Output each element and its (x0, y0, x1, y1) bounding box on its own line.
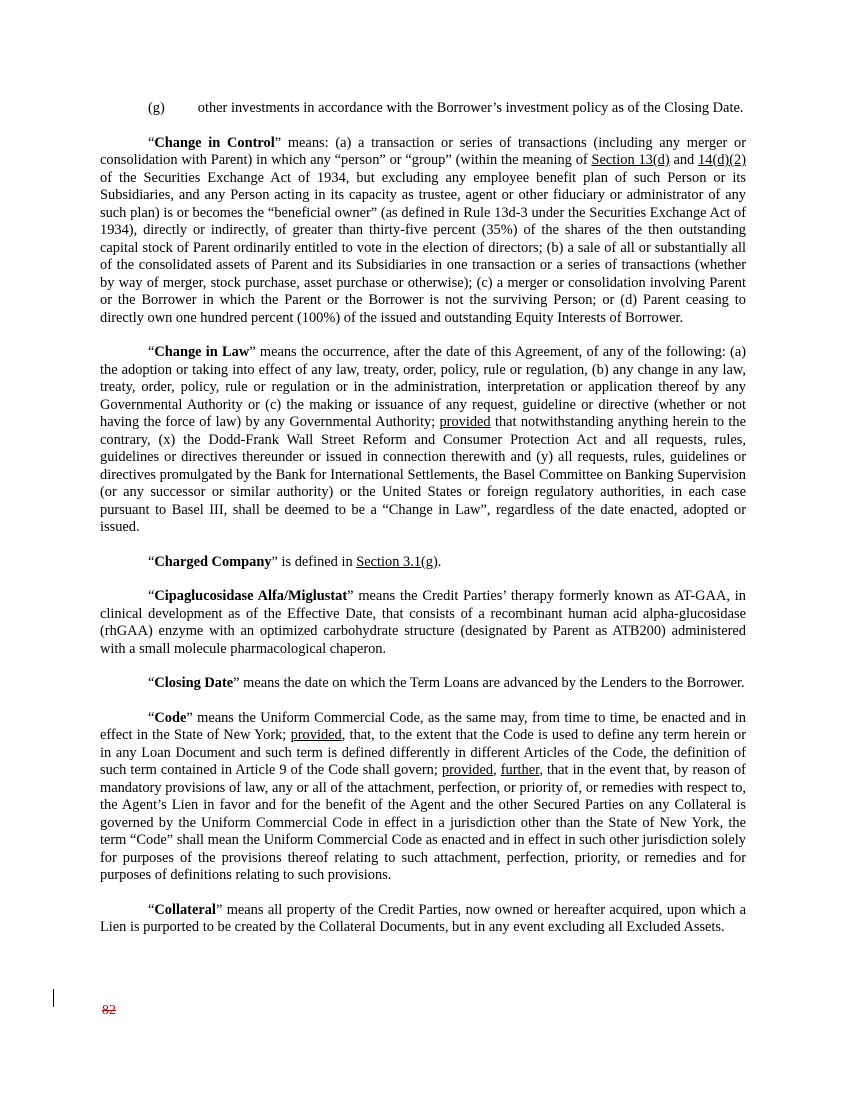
item-label: (g) (148, 100, 165, 116)
definition-cipaglucosidase: “Cipaglucosidase Alfa/Miglustat” means the Credit Parties’ therapy formerly known as AT-GAA, in clinical development as of the Effective Date, that consists of a recombinant human acid alpha-glucosidase (rhGAA) enzyme with an optimized carbohydrate structure (designated by Parent as ATB200) administered with a small molecule pharmacological chaperon. (100, 588, 746, 657)
paragraph-g (100, 100, 746, 118)
document-page (100, 100, 746, 954)
proviso: provided (290, 727, 342, 743)
definition-text: of the Securities Exchange Act of 1934, but excluding any employee benefit plan of such Person or its Subsidiaries, and any Person acting in its capacity as trustee, agent or other fiduciary or administrator of any such plan) is or becomes the “beneficial owner” (as defined in Rule 13d-3 under the Securities Exchange Act of 1934), directly or indirectly, of greater than thirty-five percent (35%) of the shares of the then outstanding capital stock of Parent ordinarily entitled to vote in the election of directors; (b) a sale of all or substantially all of the consolidated assets of Parent and its Subsidiaries in one transaction or a series of transactions (whether by way of merger, stock purchase, asset purchase or otherwise); (c) a merger or consolidation involving Parent or the Borrower in which the Parent or the Borrower is not the surviving Person; or (d) Parent ceasing to directly own one hundred percent (100%) of the issued and outstanding Equity Interests of Borrower. (100, 169, 746, 326)
definition-text: that notwithstanding anything herein to the contrary, (x) the Dodd-Frank Wall Street Reform and Consumer Protection Act and all requests, rules, guidelines or directives thereunder or issued in connection therewith and (y) all requests, rules, guidelines or directives promulgated by the Bank for International Settlements, the Basel Committee on Banking Supervision (or any successor or similar authority) or the United States or foreign regulatory authorities, in each case pursuant to Basel III, shall be deemed to be a “Change in Law”, regardless of the date enacted, adopted or issued. (100, 414, 746, 535)
definition-text: ” means all property of the Credit Parties, now owned or hereafter acquired, upon which a Lien is purported to be created by the Collateral Documents, but in any event excluding all Excluded Assets. (100, 901, 746, 935)
page-number: 82 (102, 1003, 116, 1018)
definition-charged-company: “Charged Company” is defined in Section 3.1(g). (148, 553, 442, 570)
proviso: further (500, 762, 540, 778)
definition-text: , (493, 762, 501, 778)
item-text: other investments in accordance with the Borrower’s investment policy as of the Closing Date. (197, 100, 744, 116)
definition-text: ” means the date on which the Term Loans are advanced by the Lenders to the Borrower. (233, 675, 745, 691)
change-bar (53, 989, 54, 1007)
section-reference: Section 13(d) (591, 152, 670, 168)
section-reference: 14(d)(2) (698, 152, 746, 168)
definition-change-in-control: “Change in Control” means: (a) a transaction or series of transactions (including any merger or consolidation with Parent) in which any “person” or “group” (within the meaning of Section 13(d) and 14(d)(2) of the Securities Exchange Act of 1934, but excluding any employee benefit plan of such Person or its Subsidiaries, and any Person acting in its capacity as trustee, agent or other fiduciary or administrator of any such plan) is or becomes the “beneficial owner” (as defined in Rule 13d-3 under the Securities Exchange Act of 1934), directly or indirectly, of greater than thirty-five percent (35%) of the shares of the then outstanding capital stock of Parent ordinarily entitled to vote in the election of directors; (b) a sale of all or substantially all of the consolidated assets of Parent and its Subsidiaries in one transaction or a series of transactions (whether by way of merger, stock purchase, asset purchase or otherwise); (c) a merger or consolidation involving Parent or the Borrower in which the Parent or the Borrower is not the surviving Person; or (d) Parent ceasing to directly own one hundred percent (100%) of the issued and outstanding Equity Interests of Borrower. (100, 134, 746, 326)
definition-change-in-law: “Change in Law” means the occurrence, after the date of this Agreement, of any of the following: (a) the adoption or taking into effect of any law, treaty, order, policy, rule or regulation, (b) any change in any law, treaty, order, policy, rule or regulation or in the administration, interpretation or application thereof by any Governmental Authority or (c) the making or issuance of any request, guideline or directive (whether or not having the force of law) by any Governmental Authority; provided that notwithstanding anything herein to the contrary, (x) the Dodd-Frank Wall Street Reform and Consumer Protection Act and all requests, rules, guidelines or directives thereunder or issued in connection therewith and (y) all requests, rules, guidelines or directives promulgated by the Bank for International Settlements, the Basel Committee on Banking Supervision (or any successor or similar authority) or the United States or foreign regulatory authorities, in each case pursuant to Basel III, shall be deemed to be a “Change in Law”, regardless of the date enacted, adopted or issued. (100, 344, 746, 535)
proviso: provided (441, 762, 494, 778)
proviso: provided (439, 414, 491, 430)
definition-text: ” means the Credit Parties’ therapy formerly known as AT-GAA, in clinical development as of the Effective Date, that consists of a recombinant human acid alpha-glucosidase (rhGAA) enzyme with an optimized carbohydrate structure (designated by Parent as ATB200) administered with a small molecule pharmacological chaperon. (100, 588, 746, 657)
section-reference: Section 3.1(g) (356, 553, 438, 570)
definition-code: “Code” means the Uniform Commercial Code, as the same may, from time to time, be enacted and in effect in the State of New York; provided, that, to the extent that the Code is used to define any term herein or in any Loan Document and such term is defined differently in different Articles of the Code, the definition of such term contained in Article 9 of the Code shall govern; provided, further, that in the event that, by reason of mandatory provisions of law, any or all of the attachment, perfection, or priority of, or remedies with respect to, the Agent’s Lien in favor and for the benefit of the Agent and the other Secured Parties on any Collateral is governed by the Uniform Commercial Code in effect in a jurisdiction other than the State of New York, the term “Code” shall mean the Uniform Commercial Code as enacted and in effect in such other jurisdiction solely for purposes of the provisions thereof relating to such attachment, perfection, priority, or remedies and for purposes of definitions relating to such provisions. (100, 709, 746, 883)
definition-text: . (437, 553, 442, 570)
defined-term: Code (154, 709, 187, 726)
definition-text: ” means the Uniform Commercial Code, as the same may, from time to time, be enacted and in effect in the State of New York; (100, 709, 746, 743)
definition-text: ” means: (a) a transaction or series of transactions (including any merger or consolidation with Parent) in which any “person” or “group” (within the meaning of (100, 134, 746, 168)
defined-term: Closing Date (154, 675, 234, 691)
defined-term: Cipaglucosidase Alfa/Miglustat (154, 588, 348, 604)
defined-term: Change in Law (154, 344, 250, 360)
definition-text: ” is defined in (271, 553, 357, 570)
definition-text: , that in the event that, by reason of mandatory provisions of law, any or all of the attachment, perfection, or priority of, or remedies with respect to, the Agent’s Lien in favor and for the benefit of the Agent and the other Secured Parties on any Collateral is governed by the Uniform Commercial Code in effect in a jurisdiction other than the State of New York, the term “Code” shall mean the Uniform Commercial Code as enacted and in effect in such other jurisdiction solely for purposes of the provisions thereof relating to such attachment, perfection, priority, or remedies and for purposes of definitions relating to such provisions. (100, 762, 746, 883)
definition-collateral: “Collateral” means all property of the Credit Parties, now owned or hereafter acquired, upon which a Lien is purported to be created by the Collateral Documents, but in any event excluding all Excluded Assets. (100, 901, 746, 935)
defined-term: Change in Control (154, 134, 275, 151)
definition-text: ” means the occurrence, after the date of this Agreement, of any of the following: (a) the adoption or taking into effect of any law, treaty, order, policy, rule or regulation, (b) any change in any law, treaty, order, policy, rule or regulation or in the administration, interpretation or application thereof by any Governmental Authority or (c) the making or issuance of any request, guideline or directive (whether or not having the force of law) by any Governmental Authority; (100, 344, 746, 430)
defined-term: Charged Company (154, 553, 272, 570)
definition-closing-date: “Closing Date” means the date on which the Term Loans are advanced by the Lenders to the Borrower. (148, 675, 745, 691)
defined-term: Collateral (154, 901, 216, 918)
definition-text: , that, to the extent that the Code is used to define any term herein or in any Loan Document and such term is defined differently in different Articles of the Code, the definition of such term contained in Article 9 of the Code shall govern; (100, 727, 746, 778)
definition-text: and (669, 152, 699, 168)
